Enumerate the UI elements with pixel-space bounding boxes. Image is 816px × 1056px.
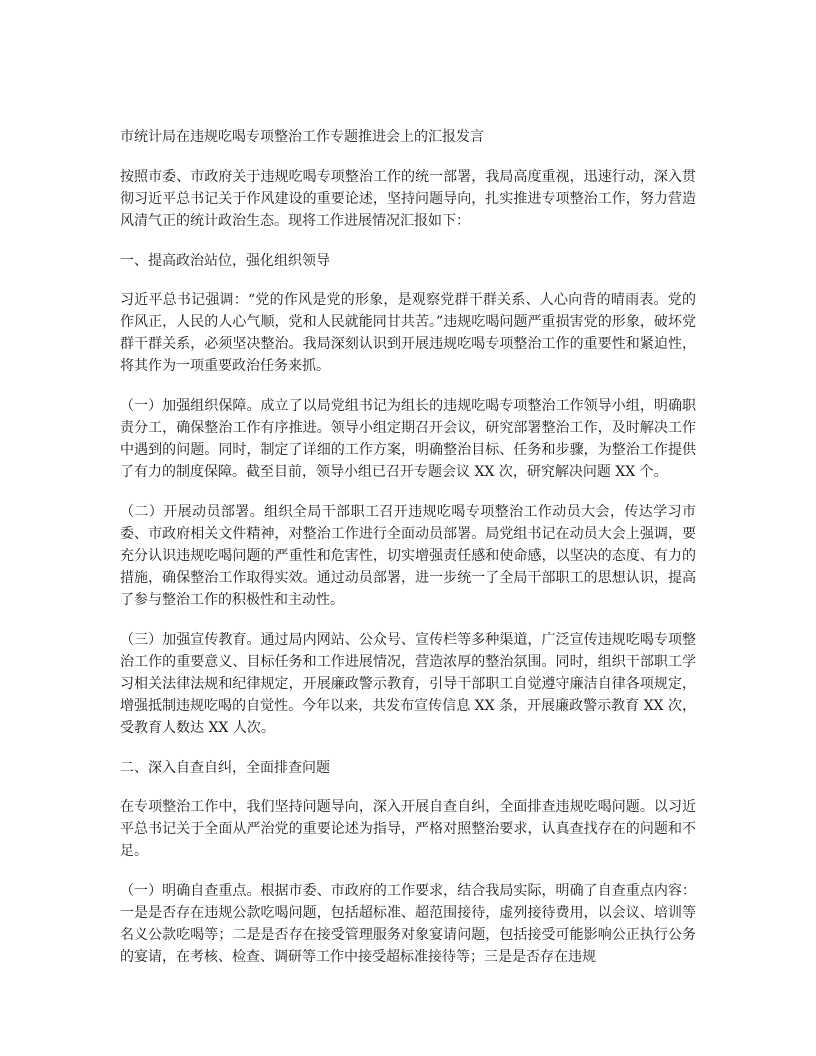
section1-item-organization: （一）加强组织保障。成立了以局党组书记为组长的违规吃喝专项整治工作领导小组，明确职责分工，确保整治工作有序推进。领导小组定期召开会议，研究部署整治工作，及时解决工作中遇到的问题。同时，制定了详细的工作方案，明确整治目标、任务和步骤，为整治工作提供了有力的制度保障。截至目前，领导小组已召开专题会议 XX 次，研究解决问题 XX 个。: [120, 398, 696, 480]
section1-item-mobilization: （二）开展动员部署。组织全局干部职工召开违规吃喝专项整治工作动员大会，传达学习市委、市政府相关文件精神，对整治工作进行全面动员部署。局党组书记在动员大会上强调，要充分认识违规吃喝问题的严重性和危害性，切实增强责任感和使命感，以坚决的态度、有力的措施，确保整治工作取得实效。通过动员部署，进一步统一了全局干部职工的思想认识，提高了参与整治工作的积极性和主动性。: [120, 504, 696, 608]
section2-item-self-check: （一）明确自查重点。根据市委、市政府的工作要求，结合我局实际，明确了自查重点内容：一是是否存在违规公款吃喝问题，包括超标准、超范围接待，虚列接待费用，以会议、培训等名义公款吃喝等；二是是否存在接受管理服务对象宴请问题，包括接受可能影响公正执行公务的宴请，在考核、检查、调研等工作中接受超标准接待等；三是是否存在违规: [120, 883, 696, 965]
section-heading-2: 二、深入自查自纠，全面排查问题: [120, 760, 330, 776]
document-title: 市统计局在违规吃喝专项整治工作专题推进会上的汇报发言: [120, 129, 484, 145]
section2-intro-paragraph: 在专项整治工作中，我们坚持问题导向，深入开展自查自纠，全面排查违规吃喝问题。以习近平总书记关于全面从严治党的重要论述为指导，严格对照整治要求，认真查找存在的问题和不足。: [120, 799, 696, 859]
section1-intro-paragraph: 习近平总书记强调：“党的作风是党的形象，是观察党群干群关系、人心向背的晴雨表。党的作风正，人民的人心气顺，党和人民就能同甘共苦。”违规吃喝问题严重损害党的形象，破坏党群干群关系，必须坚决整治。我局深刻认识到开展违规吃喝专项整治工作的重要性和紧迫性，将其作为一项重要政治任务来抓。: [120, 292, 696, 374]
section-heading-1: 一、提高政治站位，强化组织领导: [120, 253, 330, 269]
intro-paragraph: 按照市委、市政府关于违规吃喝专项整治工作的统一部署，我局高度重视，迅速行动，深入贯彻习近平总书记关于作风建设的重要论述，坚持问题导向，扎实推进专项整治工作，努力营造风清气正的统计政治生态。现将工作进展情况汇报如下：: [120, 169, 696, 229]
document-body: [120, 126, 696, 986]
section1-item-publicity: （三）加强宣传教育。通过局内网站、公众号、宣传栏等多种渠道，广泛宣传违规吃喝专项整治工作的重要意义、目标任务和工作进展情况，营造浓厚的整治氛围。同时，组织干部职工学习相关法律法规和纪律规定，开展廉政警示教育，引导干部职工自觉遵守廉洁自律各项规定，增强抵制违规吃喝的自觉性。今年以来，共发布宣传信息 XX 条，开展廉政警示教育 XX 次，受教育人数达 XX 人次。: [120, 632, 696, 736]
